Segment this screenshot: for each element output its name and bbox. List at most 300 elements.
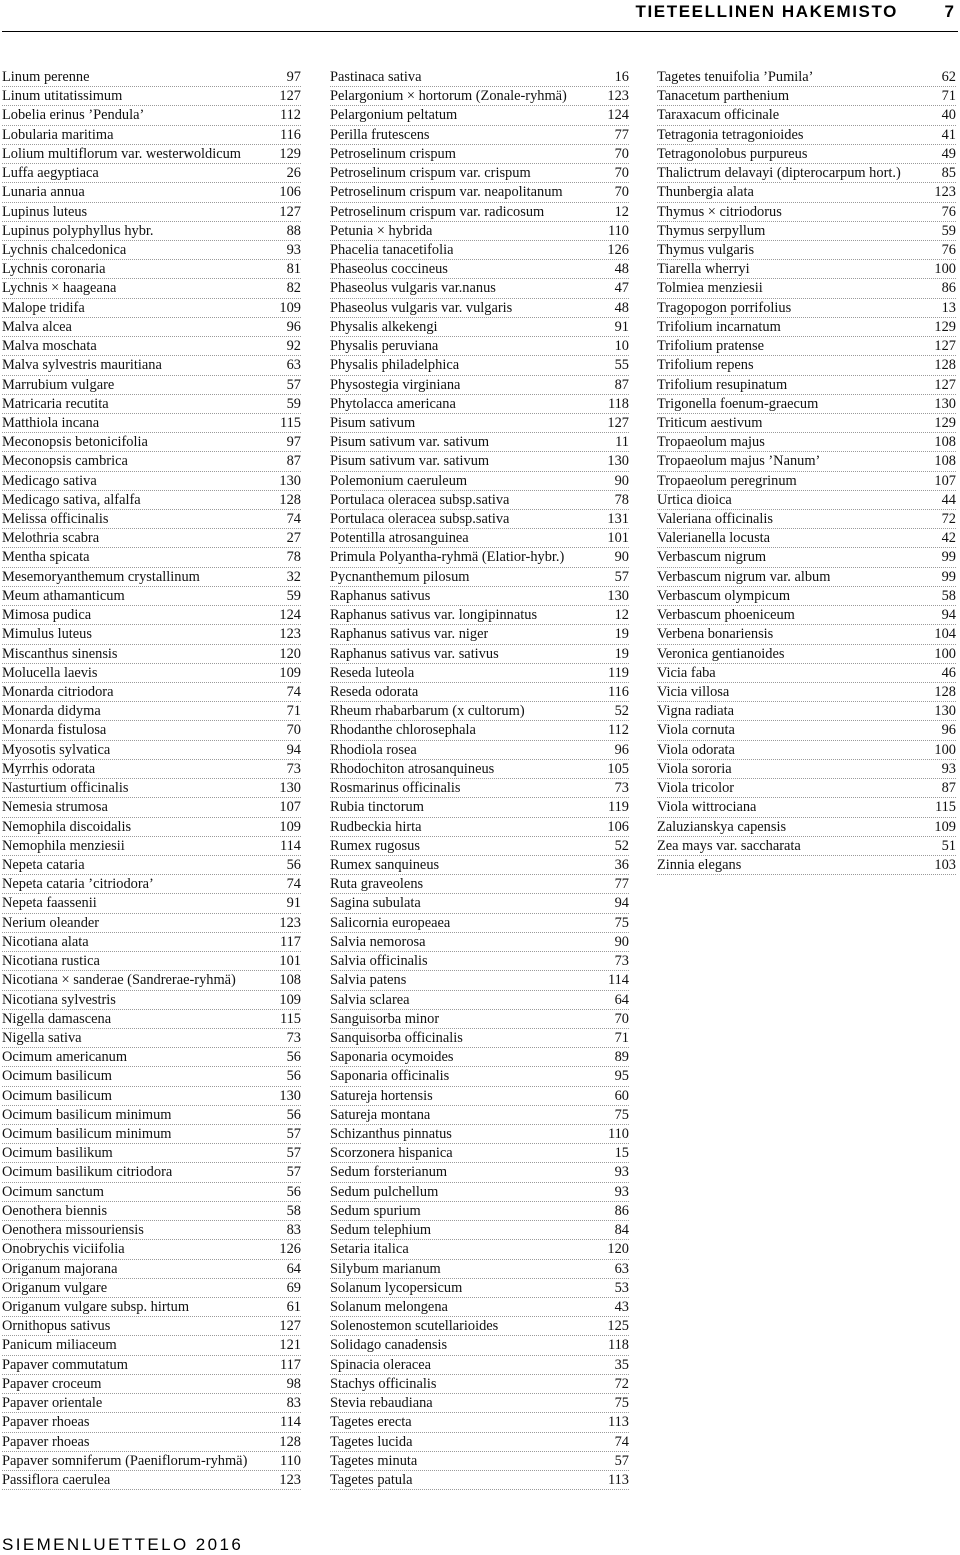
page-reference: 72: [941, 511, 956, 528]
page-reference: 118: [607, 395, 629, 412]
index-entry: [657, 145, 956, 164]
species-name: Ornithopus sativus: [2, 1318, 111, 1335]
species-name: Vicia faba: [657, 664, 716, 681]
page-reference: 105: [607, 760, 629, 777]
index-entry: [2, 222, 301, 241]
species-name: Phaseolus vulgaris var.nanus: [330, 280, 496, 297]
species-name: Pisum sativum var. sativum: [330, 453, 490, 470]
species-name: Salvia officinalis: [330, 953, 428, 970]
page-reference: 131: [607, 511, 629, 528]
species-name: Mimosa pudica: [2, 607, 92, 624]
index-entry: [330, 587, 629, 606]
page-reference: 114: [279, 1414, 301, 1431]
index-entry: [2, 1356, 301, 1375]
page-reference: 123: [607, 88, 629, 105]
page-reference: 93: [941, 760, 956, 777]
species-name: Viola tricolor: [657, 780, 735, 797]
page-reference: 70: [614, 184, 629, 201]
index-entry: [330, 779, 629, 798]
species-name: Pisum sativum: [330, 414, 416, 431]
index-entry: [657, 106, 956, 125]
index-entry: [2, 260, 301, 279]
index-entry: [657, 299, 956, 318]
species-name: Nerium oleander: [2, 914, 100, 931]
index-entry: [330, 433, 629, 452]
species-name: Solidago canadensis: [330, 1337, 448, 1354]
page-reference: 108: [934, 434, 956, 451]
species-name: Nemesia strumosa: [2, 799, 108, 816]
index-entry: [330, 68, 629, 87]
index-entry: [2, 779, 301, 798]
page-reference: 40: [941, 107, 956, 124]
page-reference: 110: [279, 1452, 301, 1469]
species-name: Petunia × hybrida: [330, 222, 433, 239]
index-entry: [330, 106, 629, 125]
species-name: Physalis alkekengi: [330, 318, 438, 335]
index-entry: [2, 241, 301, 260]
page-reference: 94: [941, 607, 956, 624]
index-entry: [657, 529, 956, 548]
species-name: Sanguisorba minor: [330, 1010, 440, 1027]
index-entry: [657, 241, 956, 260]
index-entry: [330, 1010, 629, 1029]
index-entry: [657, 664, 956, 683]
species-name: Rumex sanquineus: [330, 856, 440, 873]
index-entry: [330, 414, 629, 433]
page-reference: 61: [286, 1299, 301, 1315]
page-reference: 10: [614, 338, 629, 355]
page-reference: 76: [941, 203, 956, 220]
index-entry: [330, 798, 629, 817]
index-entry: [2, 1221, 301, 1240]
page-reference: 41: [941, 126, 956, 143]
page-reference: 55: [614, 357, 629, 374]
page-reference: 112: [279, 107, 301, 124]
index-entry: [2, 1183, 301, 1202]
species-name: Phytolacca americana: [330, 395, 456, 412]
index-entry: [330, 1260, 629, 1279]
species-name: Tagetes patula: [330, 1471, 413, 1488]
page-reference: 94: [614, 895, 629, 912]
page-reference: 119: [607, 799, 629, 816]
index-entry: [2, 395, 301, 414]
page-reference: 109: [279, 818, 301, 835]
species-name: Physalis peruviana: [330, 338, 439, 355]
page-reference: 107: [934, 472, 956, 489]
page-reference: 129: [279, 145, 301, 162]
page-reference: 36: [614, 856, 629, 873]
index-column-1: [2, 68, 301, 1490]
page-reference: 75: [614, 1106, 629, 1123]
index-entry: [2, 510, 301, 529]
page-reference: 58: [941, 587, 956, 604]
species-name: Physostegia virginiana: [330, 376, 461, 393]
page-reference: 57: [286, 1164, 301, 1181]
page-reference: 70: [614, 165, 629, 182]
index-entry: [2, 145, 301, 164]
species-name: Petroselinum crispum: [330, 145, 456, 162]
index-entry: [330, 991, 629, 1010]
index-entry: [2, 1433, 301, 1452]
species-name: Salvia nemorosa: [330, 933, 426, 950]
index-entry: [330, 548, 629, 567]
species-name: Trifolium pratense: [657, 338, 764, 355]
species-name: Onobrychis viciifolia: [2, 1241, 125, 1258]
page-reference: 110: [607, 222, 629, 239]
index-entry: [330, 1471, 629, 1490]
page-reference: 77: [614, 126, 629, 143]
index-entry: [2, 299, 301, 318]
species-name: Rhodochiton atrosanquineus: [330, 760, 495, 777]
index-entry: [2, 760, 301, 779]
species-name: Tolmiea menziesii: [657, 280, 763, 297]
page-reference: 96: [614, 741, 629, 758]
page-reference: 100: [934, 645, 956, 662]
species-name: Tagetes minuta: [330, 1452, 418, 1469]
page-reference: 74: [286, 684, 301, 700]
index-entry: [657, 260, 956, 279]
species-name: Oenothera missouriensis: [2, 1222, 144, 1239]
species-name: Malva alcea: [2, 318, 72, 335]
index-entry: [330, 1356, 629, 1375]
species-name: Verbascum nigrum: [657, 549, 767, 566]
index-entry: [330, 1433, 629, 1452]
page-reference: 70: [614, 145, 629, 162]
species-name: Portulaca oleracea subsp.sativa: [330, 511, 510, 528]
page-reference: 52: [614, 703, 629, 720]
page-number: 7: [944, 2, 954, 21]
index-entry: [330, 933, 629, 952]
species-name: Pisum sativum var. sativum: [330, 434, 490, 451]
index-entry: [330, 376, 629, 395]
species-name: Nicotiana × sanderae (Sandrerae-ryhmä): [2, 972, 236, 989]
index-entry: [2, 1029, 301, 1048]
index-entry: [330, 260, 629, 279]
species-name: Thymus vulgaris: [657, 241, 755, 258]
page-reference: 90: [614, 549, 629, 566]
page-reference: 78: [286, 549, 301, 566]
species-name: Raphanus sativus: [330, 587, 431, 604]
index-entry: [2, 664, 301, 683]
page-reference: 32: [286, 568, 301, 585]
index-entry: [330, 1375, 629, 1394]
species-name: Salvia sclarea: [330, 991, 410, 1008]
page-reference: 52: [614, 837, 629, 854]
page-reference: 127: [607, 414, 629, 431]
page-reference: 78: [614, 491, 629, 508]
species-name: Ocimum basilicum minimum: [2, 1106, 172, 1123]
species-name: Thymus serpyllum: [657, 222, 766, 239]
species-name: Rosmarinus officinalis: [330, 780, 461, 797]
page-reference: 57: [286, 376, 301, 393]
species-name: Vicia villosa: [657, 684, 730, 700]
species-name: Silybum marianum: [330, 1260, 441, 1277]
page-reference: 53: [614, 1279, 629, 1296]
species-name: Tropaeolum majus ’Nanum’: [657, 453, 821, 470]
page-reference: 83: [286, 1222, 301, 1239]
index-entry: [657, 472, 956, 491]
page-reference: 56: [286, 1183, 301, 1200]
species-name: Setaria italica: [330, 1241, 409, 1258]
index-entry: [330, 510, 629, 529]
page-reference: 47: [614, 280, 629, 297]
page-reference: 115: [279, 1010, 301, 1027]
index-entry: [330, 126, 629, 145]
page-reference: 119: [607, 664, 629, 681]
page-reference: 62: [941, 69, 956, 85]
index-entry: [657, 87, 956, 106]
index-entry: [330, 1336, 629, 1355]
species-name: Sagina subulata: [330, 895, 421, 912]
index-entry: [330, 1029, 629, 1048]
species-name: Ocimum basilicum: [2, 1068, 112, 1085]
page-reference: 44: [941, 491, 956, 508]
species-name: Tropaeolum peregrinum: [657, 472, 797, 489]
page-reference: 84: [614, 1222, 629, 1239]
species-name: Thymus × citriodorus: [657, 203, 782, 220]
index-entry: [657, 337, 956, 356]
index-entry: [2, 1067, 301, 1086]
page-reference: 51: [941, 837, 956, 854]
species-name: Medicago sativa: [2, 472, 97, 489]
species-name: Satureja montana: [330, 1106, 431, 1123]
index-entry: [2, 529, 301, 548]
index-entry: [330, 529, 629, 548]
species-name: Sedum forsterianum: [330, 1164, 448, 1181]
page-reference: 74: [286, 876, 301, 893]
page-reference: 130: [279, 472, 301, 489]
index-entry: [330, 1279, 629, 1298]
page-reference: 57: [286, 1145, 301, 1162]
species-name: Oenothera biennis: [2, 1202, 108, 1219]
index-entry: [657, 395, 956, 414]
page-reference: 85: [941, 165, 956, 182]
page-reference: 128: [934, 357, 956, 374]
page-reference: 99: [941, 549, 956, 566]
page-reference: 86: [614, 1202, 629, 1219]
species-name: Phaseolus vulgaris var. vulgaris: [330, 299, 513, 316]
page-reference: 100: [934, 741, 956, 758]
species-name: Saponaria ocymoides: [330, 1049, 454, 1066]
species-name: Sedum telephium: [330, 1222, 432, 1239]
species-name: Valeriana officinalis: [657, 511, 774, 528]
index-entry: [2, 472, 301, 491]
index-entry: [657, 126, 956, 145]
species-name: Petroselinum crispum var. crispum: [330, 165, 531, 182]
species-name: Ocimum basilicum: [2, 1087, 112, 1104]
index-entry: [2, 568, 301, 587]
index-entry: [657, 798, 956, 817]
page-reference: 118: [607, 1337, 629, 1354]
species-name: Physalis philadelphica: [330, 357, 460, 374]
species-name: Rhodanthe chlorosephala: [330, 722, 476, 739]
page-reference: 75: [614, 1395, 629, 1412]
index-entry: [2, 741, 301, 760]
page-reference: 117: [279, 933, 301, 950]
page-reference: 42: [941, 530, 956, 547]
page-reference: 109: [279, 299, 301, 316]
species-name: Origanum vulgare subsp. hirtum: [2, 1299, 190, 1315]
index-entry: [2, 1452, 301, 1471]
index-entry: [330, 395, 629, 414]
index-entry: [657, 203, 956, 222]
index-entry: [657, 356, 956, 375]
index-entry: [330, 491, 629, 510]
page-reference: 56: [286, 1049, 301, 1066]
species-name: Sanquisorba officinalis: [330, 1029, 463, 1046]
species-name: Portulaca oleracea subsp.sativa: [330, 491, 510, 508]
page-reference: 106: [279, 184, 301, 201]
species-name: Papaver commutatum: [2, 1356, 128, 1373]
page-reference: 59: [941, 222, 956, 239]
page-reference: 129: [934, 318, 956, 335]
page-reference: 59: [286, 395, 301, 412]
page-reference: 130: [934, 395, 956, 412]
index-entry: [330, 875, 629, 894]
species-name: Tragopogon porrifolius: [657, 299, 792, 316]
species-name: Tanacetum parthenium: [657, 88, 790, 105]
species-name: Tagetes lucida: [330, 1433, 413, 1450]
index-entry: [330, 664, 629, 683]
index-entry: [657, 645, 956, 664]
species-name: Nepeta faassenii: [2, 895, 97, 912]
species-name: Verbascum olympicum: [657, 587, 791, 604]
page-reference: 97: [286, 434, 301, 451]
page-reference: 74: [614, 1433, 629, 1450]
index-entry: [330, 1413, 629, 1432]
species-name: Molucella laevis: [2, 664, 98, 681]
index-entry: [2, 1106, 301, 1125]
index-entry: [2, 991, 301, 1010]
species-name: Verbascum nigrum var. album: [657, 568, 831, 585]
index-entry: [2, 203, 301, 222]
index-entry: [657, 376, 956, 395]
species-name: Verbena bonariensis: [657, 626, 774, 643]
page-reference: 64: [614, 991, 629, 1008]
index-entry: [330, 183, 629, 202]
index-entry: [2, 645, 301, 664]
index-entry: [657, 510, 956, 529]
page-reference: 26: [286, 165, 301, 182]
page-reference: 99: [941, 568, 956, 585]
page-reference: 115: [279, 414, 301, 431]
index-entry: [330, 1298, 629, 1317]
page-reference: 19: [614, 645, 629, 662]
species-name: Meconopsis betonicifolia: [2, 434, 148, 451]
index-entry: [330, 1144, 629, 1163]
page-reference: 108: [934, 453, 956, 470]
index-entry: [330, 1067, 629, 1086]
page-reference: 69: [286, 1279, 301, 1296]
index-entry: [330, 741, 629, 760]
index-entry: [657, 164, 956, 183]
index-entry: [2, 1087, 301, 1106]
index-entry: [2, 1240, 301, 1259]
species-name: Luffa aegyptiaca: [2, 165, 99, 182]
page-reference: 130: [934, 703, 956, 720]
page-reference: 112: [607, 722, 629, 739]
index-entry: [330, 721, 629, 740]
species-name: Ruta graveolens: [330, 876, 424, 893]
index-entry: [330, 952, 629, 971]
page-reference: 97: [286, 69, 301, 85]
index-entry: [2, 1394, 301, 1413]
species-name: Solanum melongena: [330, 1299, 448, 1315]
page-reference: 106: [607, 818, 629, 835]
species-name: Tetragonia tetragonioides: [657, 126, 804, 143]
species-name: Nicotiana alata: [2, 933, 89, 950]
page-reference: 63: [286, 357, 301, 374]
index-entry: [330, 625, 629, 644]
index-entry: [2, 1048, 301, 1067]
species-name: Origanum majorana: [2, 1260, 118, 1277]
species-name: Papaver croceum: [2, 1375, 102, 1392]
index-entry: [2, 376, 301, 395]
species-name: Ocimum americanum: [2, 1049, 128, 1066]
index-entry: [330, 1221, 629, 1240]
species-name: Malva sylvestris mauritiana: [2, 357, 162, 374]
index-entry: [330, 145, 629, 164]
species-name: Monarda didyma: [2, 703, 101, 720]
index-entry: [330, 318, 629, 337]
index-entry: [330, 299, 629, 318]
species-name: Papaver orientale: [2, 1395, 103, 1412]
index-entry: [2, 894, 301, 913]
page-reference: 96: [286, 318, 301, 335]
species-name: Potentilla atrosanguinea: [330, 530, 469, 547]
page-reference: 128: [934, 684, 956, 700]
page-reference: 127: [279, 1318, 301, 1335]
species-name: Lunaria annua: [2, 184, 85, 201]
species-name: Medicago sativa, alfalfa: [2, 491, 141, 508]
index-entry: [2, 933, 301, 952]
species-name: Trifolium incarnatum: [657, 318, 781, 335]
index-entry: [657, 721, 956, 740]
species-name: Saponaria officinalis: [330, 1068, 450, 1085]
species-name: Zea mays var. saccharata: [657, 837, 801, 854]
page-reference: 86: [941, 280, 956, 297]
species-name: Reseda luteola: [330, 664, 415, 681]
index-entry: [2, 721, 301, 740]
page-reference: 91: [286, 895, 301, 912]
index-entry: [657, 837, 956, 856]
page-reference: 123: [279, 914, 301, 931]
index-entry: [2, 1144, 301, 1163]
species-name: Vigna radiata: [657, 703, 735, 720]
species-name: Nemophila discoidalis: [2, 818, 132, 835]
index-entry: [2, 183, 301, 202]
index-entry: [330, 1163, 629, 1182]
index-entry: [330, 164, 629, 183]
index-entry: [2, 875, 301, 894]
species-name: Mesemoryanthemum crystallinum: [2, 568, 200, 585]
page-reference: 75: [614, 914, 629, 931]
page-reference: 15: [614, 1145, 629, 1162]
page-reference: 48: [614, 261, 629, 278]
page-reference: 125: [607, 1318, 629, 1335]
species-name: Nigella sativa: [2, 1029, 82, 1046]
species-name: Rudbeckia hirta: [330, 818, 422, 835]
species-name: Meconopsis cambrica: [2, 453, 128, 470]
species-name: Papaver rhoeas: [2, 1433, 90, 1450]
page-reference: 48: [614, 299, 629, 316]
species-name: Zinnia elegans: [657, 856, 742, 873]
page-reference: 101: [607, 530, 629, 547]
species-name: Pelargonium peltatum: [330, 107, 458, 124]
index-entry: [2, 126, 301, 145]
index-entry: [657, 568, 956, 587]
page-reference: 89: [614, 1049, 629, 1066]
